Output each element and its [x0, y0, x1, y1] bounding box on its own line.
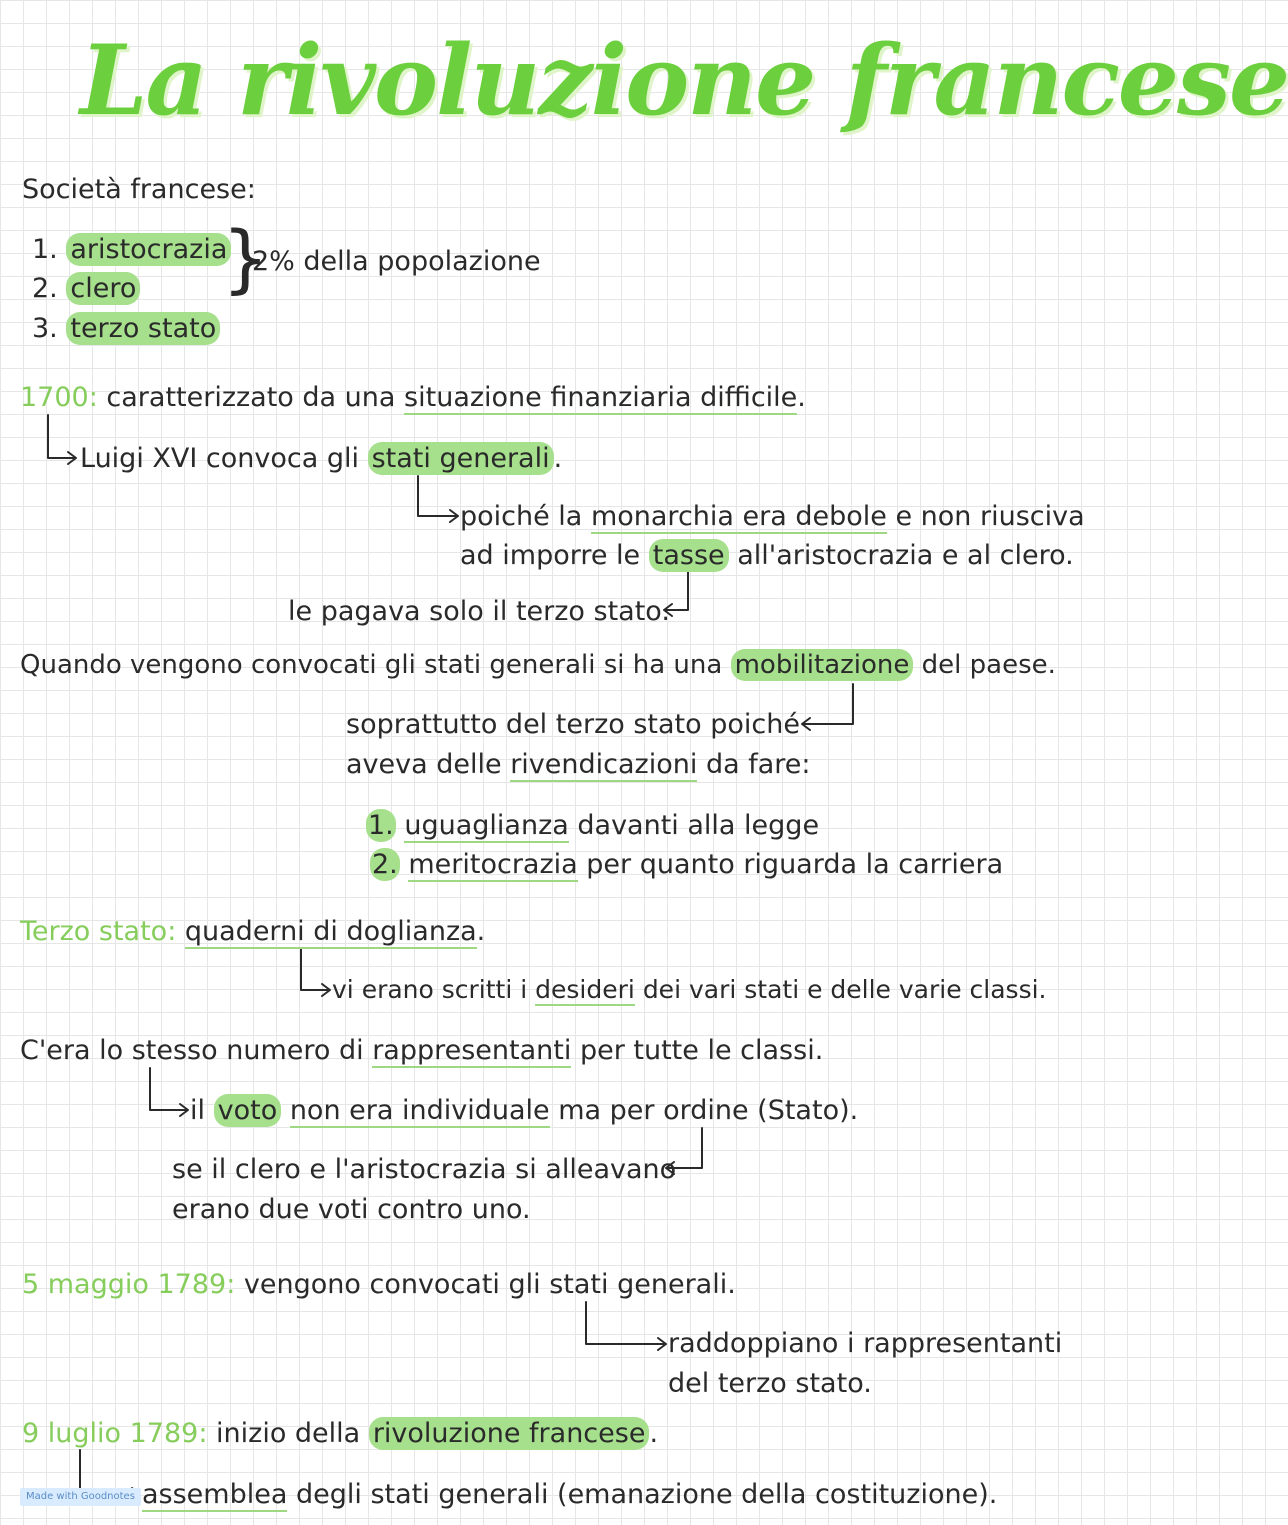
date-label: 1700: [20, 382, 98, 413]
arrow-rappr-voto [150, 1068, 188, 1116]
underlined-text: desideri [535, 975, 635, 1004]
text: inizio della [216, 1418, 361, 1449]
text: caratterizzato da una [106, 382, 396, 413]
underlined-text: non era individuale [289, 1095, 550, 1126]
underlined-text: quaderni di doglianza [184, 916, 477, 947]
list-item [32, 315, 220, 342]
list-item [32, 275, 140, 302]
page-title: La rivoluzione francese [80, 24, 1288, 137]
text: per quanto riguarda la carriera [586, 849, 1004, 880]
text: vi erano scritti i [332, 975, 528, 1004]
text: C'era lo stesso numero di [20, 1035, 364, 1066]
date-label: 9 luglio 1789: [22, 1418, 208, 1449]
list-item [366, 812, 819, 839]
list-number: 2. [32, 273, 58, 304]
text: del paese. [921, 650, 1056, 680]
highlighted-text: rivoluzione francese [369, 1417, 650, 1450]
line-voto [190, 1097, 858, 1124]
text: . [797, 382, 806, 413]
text: ma per ordine (Stato). [558, 1095, 859, 1126]
highlighted-text: mobilitazione [731, 649, 914, 681]
line-soprattutto: soprattutto del terzo stato poiché [346, 709, 800, 740]
line-aveva [346, 751, 811, 778]
text: davanti alla legge [577, 810, 820, 841]
highlighted-text: voto [214, 1094, 282, 1127]
underlined-text: assemblea [142, 1479, 288, 1510]
line-del-terzo: del terzo stato. [668, 1368, 872, 1399]
underlined-text: monarchia era debole [590, 501, 887, 532]
line-due-voti: erano due voti contro uno. [172, 1194, 531, 1225]
text: Quando vengono convocati gli stati generali si ha una [20, 650, 723, 680]
list-label: terzo stato [66, 312, 220, 345]
line-9-luglio [22, 1420, 658, 1447]
text: . [476, 916, 486, 947]
line-imporre [460, 542, 1074, 569]
arrow-maggio-raddo [586, 1302, 666, 1350]
line-mobilitazione [20, 652, 1056, 678]
underlined-text: rivendicazioni [510, 749, 698, 780]
goodnotes-badge: Made with Goodnotes [20, 1488, 141, 1506]
arrow-mobil-sopr [802, 684, 853, 730]
line-5-maggio [22, 1271, 736, 1298]
list-item [370, 851, 1003, 878]
line-1700 [20, 384, 806, 411]
underlined-text: rappresentanti [372, 1035, 572, 1066]
line-poiche [460, 503, 1085, 530]
arrow-stati-poiche [418, 476, 458, 522]
text: per tutte le classi. [579, 1035, 824, 1066]
text: all'aristocrazia e al clero. [737, 540, 1074, 571]
date-label: 5 maggio 1789: [22, 1269, 236, 1300]
line-luigi [80, 445, 562, 472]
underlined-text: situazione finanziaria difficile [404, 382, 798, 413]
list-label: clero [66, 272, 140, 305]
list-number: 1. [32, 234, 58, 265]
text: vengono convocati gli stati generali. [243, 1269, 736, 1300]
underlined-text: meritocrazia [408, 849, 578, 880]
highlighted-text: tasse [649, 539, 729, 572]
text: aveva delle [346, 749, 502, 780]
date-label: Terzo stato: [20, 916, 177, 947]
text: da fare: [705, 749, 811, 780]
arrow-terzo-vi [301, 948, 330, 996]
text: degli stati generali (emanazione della costituzione). [295, 1479, 998, 1510]
line-desideri [332, 977, 1047, 1002]
highlighted-text: stati generali [368, 442, 554, 475]
list-label: aristocrazia [66, 233, 231, 266]
text: dei vari stati e delle varie classi. [642, 975, 1047, 1004]
text: ad imporre le [460, 540, 641, 571]
list-item [32, 236, 231, 263]
text: il [190, 1095, 206, 1126]
list-number: 1. [368, 810, 394, 841]
brace-icon: } [222, 216, 270, 302]
line-assemblea [142, 1481, 997, 1508]
arrow-1700-luigi [48, 415, 76, 464]
text: e non riusciva [895, 501, 1085, 532]
text: . [553, 443, 563, 474]
society-heading: Società francese: [22, 174, 256, 205]
text: poiché la [460, 501, 583, 532]
underlined-text: uguaglianza [404, 810, 569, 841]
list-number: 3. [32, 313, 58, 344]
text: . [649, 1418, 659, 1449]
line-terzo-stato [20, 918, 485, 945]
brace-note: 2% della popolazione [252, 246, 541, 277]
line-raddoppiano: raddoppiano i rappresentanti [668, 1328, 1063, 1359]
line-rappresentanti [20, 1037, 823, 1064]
line-se-clero: se il clero e l'aristocrazia si alleavano [172, 1154, 677, 1185]
list-number: 2. [372, 849, 398, 880]
line-pagava: le pagava solo il terzo stato. [288, 596, 670, 627]
text: Luigi XVI convoca gli [80, 443, 360, 474]
